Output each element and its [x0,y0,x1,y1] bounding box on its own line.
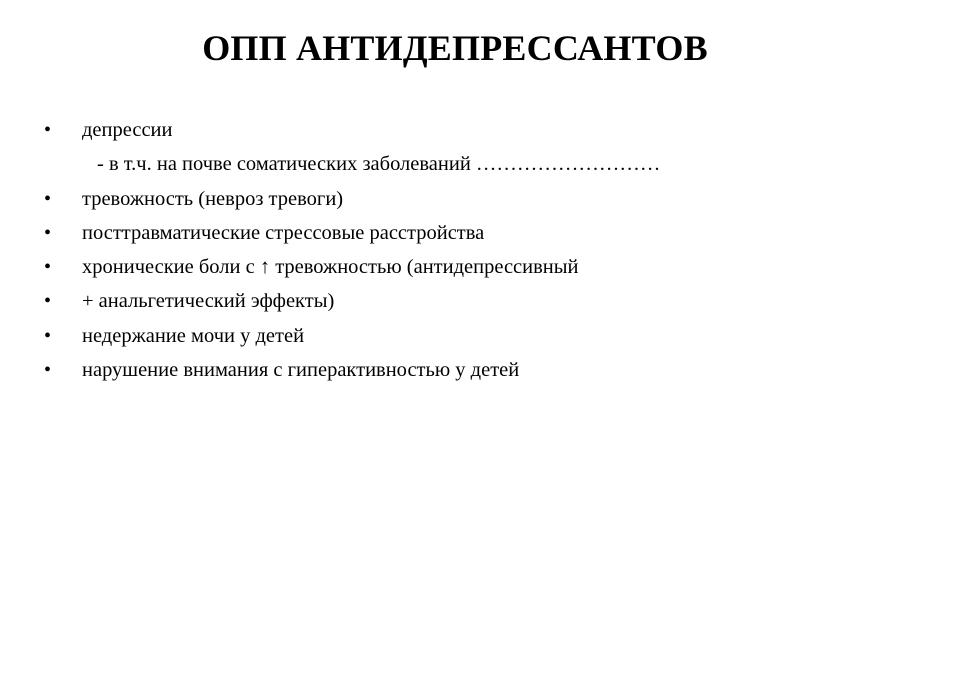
bullet-icon: • [44,119,52,141]
indications-list [0,113,900,387]
bullet-icon: • [44,324,52,347]
list-item-chronic-pain [0,250,900,284]
bullet-icon: • [44,256,52,279]
list-item-adhd [0,353,900,387]
bullet-icon: • [44,290,52,313]
list-item-text: депрессии [82,119,173,141]
list-item-enuresis [0,319,900,353]
list-item-text: недержание мочи у детей [82,324,305,347]
bullet-icon: • [44,187,52,210]
list-item-text: хронические боли с ↑ тревожностью (антидепрессивный [82,256,579,279]
list-subitem-text: - в т.ч. на почве соматических заболеваний ……………………… [97,153,661,176]
list-item-depression [0,113,900,147]
list-item-analgesic [0,284,900,318]
list-item-ptsd [0,216,900,250]
list-item-anxiety [0,182,900,216]
list-item-text: + анальгетический эффекты) [82,290,335,313]
bullet-icon: • [44,359,52,382]
slide-title: ОПП АНТИДЕПРЕССАНТОВ [202,28,708,68]
list-item-text: нарушение внимания с гиперактивностью у детей [82,359,520,382]
list-subitem-somatic [0,147,900,181]
list-item-text: посттравматические стрессовые расстройства [82,221,485,244]
list-item-text: тревожность (невроз тревоги) [82,187,344,210]
bullet-icon: • [44,221,52,244]
